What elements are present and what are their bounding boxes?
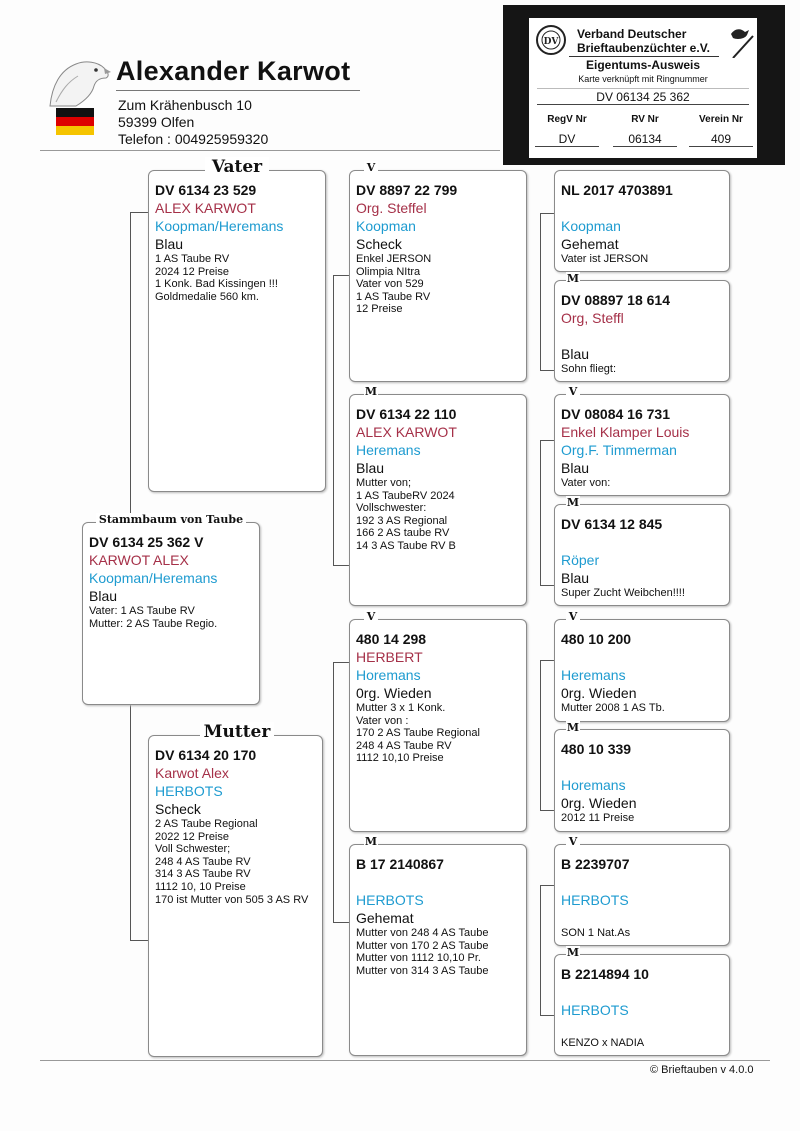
pigeon-color: Blau xyxy=(89,588,118,604)
strain: Koopman xyxy=(356,218,416,234)
empty-color-line xyxy=(561,909,724,927)
empty-name-line xyxy=(561,533,724,551)
connector-line xyxy=(333,565,349,566)
ownership-certificate xyxy=(503,5,785,165)
note: Vater von : xyxy=(356,714,409,727)
pigeon-card-mm xyxy=(349,844,527,1056)
owner-city: 59399 Olfen xyxy=(118,114,195,130)
note: 192 3 AS Regional xyxy=(356,514,448,527)
connector-line xyxy=(540,585,554,586)
note: KENZO x NADIA xyxy=(561,1037,645,1049)
pigeon-color: 0rg. Wieden xyxy=(356,685,432,701)
germany-flag-icon xyxy=(56,108,94,135)
ring-number: 480 14 298 xyxy=(356,631,427,647)
pigeon-color: Gehemat xyxy=(356,910,414,926)
note: Olimpia NItra xyxy=(356,265,421,278)
ring-number: DV 6134 12 845 xyxy=(561,516,663,532)
empty-name-line xyxy=(561,758,724,776)
connector-line xyxy=(540,440,554,441)
note: Mutter von 314 3 AS Taube xyxy=(356,964,489,977)
dam-marker: M xyxy=(566,272,580,285)
pigeon-card-fmf xyxy=(554,394,730,496)
vdb-logo-icon xyxy=(535,24,567,56)
note: 1 AS TaubeRV 2024 xyxy=(356,489,455,502)
empty-name-line xyxy=(561,873,724,891)
owner-phone: Telefon : 004925959320 xyxy=(118,131,269,147)
note: Vater von 529 xyxy=(356,278,424,291)
note: Enkel JERSON xyxy=(356,253,432,265)
note: Mutter 2008 1 AS Tb. xyxy=(561,702,665,714)
name-underline xyxy=(116,90,360,91)
ring-number: NL 2017 4703891 xyxy=(561,182,673,198)
connector-line xyxy=(130,212,149,213)
empty-name-line xyxy=(561,648,724,666)
dam-marker: M xyxy=(364,835,378,848)
note: 248 4 AS Taube RV xyxy=(155,855,251,868)
connector-line xyxy=(130,705,131,940)
pigeon-color: 0rg. Wieden xyxy=(561,795,637,811)
certificate-value-regv: DV xyxy=(535,132,599,147)
connector-line xyxy=(540,440,541,585)
father-label: Vater xyxy=(205,157,269,177)
pigeon-card-fff xyxy=(554,170,730,272)
connector-line xyxy=(540,885,541,1015)
connector-line xyxy=(333,275,349,276)
dam-marker: M xyxy=(566,721,580,734)
strain: HERBOTS xyxy=(561,892,629,908)
connector-line xyxy=(540,1015,554,1016)
sire-marker: V xyxy=(566,610,580,623)
pigeon-card-mmm xyxy=(554,954,730,1056)
note: 1112 10,10 Preise xyxy=(356,752,444,765)
pigeon-logo-icon xyxy=(46,56,112,108)
pigeon-color: Scheck xyxy=(155,801,201,817)
certificate-org-line1: Verband Deutscher xyxy=(577,27,687,41)
ring-number: 480 10 339 xyxy=(561,741,632,757)
empty-name-line xyxy=(561,199,724,217)
strain: HERBOTS xyxy=(356,892,424,908)
ring-number: DV 6134 23 529 xyxy=(155,182,257,198)
svg-text:DV: DV xyxy=(543,37,559,47)
note: Vater: 1 AS Taube RV xyxy=(89,605,195,617)
strain: Koopman/Heremans xyxy=(155,218,284,234)
note: 166 2 AS taube RV xyxy=(356,527,450,540)
pigeon-card-mfm xyxy=(554,729,730,832)
breeder-name: Karwot Alex xyxy=(155,765,229,781)
certificate-value-verein: 409 xyxy=(689,132,753,147)
connector-line xyxy=(130,212,131,520)
pigeon-card-mff xyxy=(554,619,730,722)
connector-line xyxy=(540,660,541,810)
connector-line xyxy=(540,370,554,371)
connector-line xyxy=(333,662,349,663)
certificate-value-rv: 06134 xyxy=(613,132,677,147)
certificate-divider xyxy=(569,56,719,57)
note: 12 Preise xyxy=(356,303,403,316)
certificate-rule xyxy=(537,88,749,89)
owner-name: Alexander Karwot xyxy=(116,56,351,86)
strain: Horemans xyxy=(561,777,626,793)
note: 14 3 AS Taube RV B xyxy=(356,539,456,552)
mother-label: Mutter xyxy=(200,722,274,742)
note: Super Zucht Weibchen!!!! xyxy=(561,587,685,599)
ring-number: DV 08084 16 731 xyxy=(561,406,670,422)
note: 248 4 AS Taube RV xyxy=(356,739,452,752)
note: 1 Konk. Bad Kissingen !!! xyxy=(155,278,278,291)
connector-line xyxy=(540,213,554,214)
note: Mutter von 248 4 AS Taube xyxy=(356,927,489,939)
pigeon-color: Blau xyxy=(561,460,590,476)
connector-line xyxy=(540,213,541,370)
note: Mutter von 1112 10,10 Pr. xyxy=(356,952,481,965)
pigeon-card-ffm xyxy=(554,280,730,382)
dam-marker: M xyxy=(364,385,378,398)
connector-line xyxy=(540,660,554,661)
note: Mutter von 170 2 AS Taube xyxy=(356,939,489,952)
certificate-header-rv: RV Nr xyxy=(631,114,659,125)
ring-number: B 17 2140867 xyxy=(356,856,444,872)
empty-name-line xyxy=(356,873,521,891)
pigeon-card-fm xyxy=(349,394,527,606)
header-divider xyxy=(40,150,500,151)
note: 2024 12 Preise xyxy=(155,265,229,278)
pigeon-color: Blau xyxy=(356,460,385,476)
note: Vollschwester: xyxy=(356,502,427,515)
footer-divider xyxy=(40,1060,770,1061)
note: 1 AS Taube RV xyxy=(155,253,230,265)
breeder-name: HERBERT xyxy=(356,649,423,665)
note: Vater von: xyxy=(561,477,611,489)
note: Goldmedalie 560 km. xyxy=(155,290,259,303)
ring-number: DV 08897 18 614 xyxy=(561,292,670,308)
connector-line xyxy=(540,885,554,886)
sire-marker: V xyxy=(566,385,580,398)
note: Mutter 3 x 1 Konk. xyxy=(356,702,446,714)
connector-line xyxy=(540,810,554,811)
ring-number: 480 10 200 xyxy=(561,631,632,647)
note: Mutter von; xyxy=(356,477,412,489)
pigeon-card-mf xyxy=(349,619,527,832)
pigeon-card-mother xyxy=(148,735,323,1057)
strain: Horemans xyxy=(356,667,421,683)
certificate-ring-number: DV 06134 25 362 xyxy=(537,90,749,105)
ring-number: DV 8897 22 799 xyxy=(356,182,458,198)
empty-name-line xyxy=(561,983,724,1001)
pigeon-card-fmm xyxy=(554,504,730,606)
sire-marker: V xyxy=(364,610,378,623)
note: 170 2 AS Taube Regional xyxy=(356,727,480,740)
certificate-header-verein: Verein Nr xyxy=(699,114,743,125)
empty-color-line xyxy=(561,1019,724,1037)
strain: HERBOTS xyxy=(155,783,223,799)
note: Sohn fliegt: xyxy=(561,363,617,375)
breeder-name: ALEX KARWOT xyxy=(356,424,457,440)
ring-number: B 2239707 xyxy=(561,856,630,872)
breeder-name: Org. Steffel xyxy=(356,200,427,216)
certificate-org-line2: Brieftaubenzüchter e.V. xyxy=(577,41,710,55)
pigeon-color: Blau xyxy=(561,346,590,362)
pigeon-color: Scheck xyxy=(356,236,402,252)
empty-strain-line xyxy=(561,327,724,345)
note: SON 1 Nat.As xyxy=(561,927,631,939)
footer-version: © Brieftauben v 4.0.0 xyxy=(650,1064,754,1076)
pigeon-color: Blau xyxy=(155,236,184,252)
connector-line xyxy=(333,275,334,565)
note: Vater ist JERSON xyxy=(561,253,649,265)
certificate-title: Eigentums-Ausweis xyxy=(585,58,701,72)
note: 1112 10, 10 Preise xyxy=(155,880,246,893)
certificate-subtitle: Karte verknüpft mit Ringnummer xyxy=(578,74,708,84)
certificate-card xyxy=(529,18,757,158)
dam-marker: M xyxy=(566,946,580,959)
ring-number: DV 6134 22 110 xyxy=(356,406,457,422)
root-label: Stammbaum von Taube xyxy=(96,513,246,526)
note: 2012 11 Preise xyxy=(561,812,635,824)
dam-marker: M xyxy=(566,496,580,509)
pigeon-card-ff xyxy=(349,170,527,382)
strain: Heremans xyxy=(356,442,421,458)
pigeon-color: Gehemat xyxy=(561,236,619,252)
breeder-name: Enkel Klamper Louis xyxy=(561,424,690,440)
ring-number: B 2214894 10 xyxy=(561,966,649,982)
note: Voll Schwester; xyxy=(155,843,231,856)
strain: Koopman/Heremans xyxy=(89,570,218,586)
connector-line xyxy=(333,922,349,923)
breeder-name: KARWOT ALEX xyxy=(89,552,189,568)
pigeon-color: Blau xyxy=(561,570,590,586)
pigeon-card-root xyxy=(82,522,260,705)
ring-number: DV 6134 25 362 V xyxy=(89,534,204,550)
breeder-name: ALEX KARWOT xyxy=(155,200,256,216)
sire-marker: V xyxy=(364,161,378,174)
connector-line xyxy=(333,662,334,922)
pigeon-card-father xyxy=(148,170,326,492)
pigeon-card-mmf xyxy=(554,844,730,946)
connector-line xyxy=(130,940,149,941)
note: 170 ist Mutter von 505 3 AS RV xyxy=(155,893,309,906)
strain: Org.F. Timmerman xyxy=(561,442,677,458)
owner-street: Zum Krähenbusch 10 xyxy=(118,97,252,113)
note: 2022 12 Preise xyxy=(155,830,229,843)
strain: Heremans xyxy=(561,667,626,683)
strain: Röper xyxy=(561,552,600,568)
sire-marker: V xyxy=(566,835,580,848)
note: 1 AS Taube RV xyxy=(356,290,431,303)
strain: HERBOTS xyxy=(561,1002,629,1018)
ring-number: DV 6134 20 170 xyxy=(155,747,257,763)
certificate-header-regv: RegV Nr xyxy=(547,114,587,125)
strain: Koopman xyxy=(561,218,621,234)
note: 2 AS Taube Regional xyxy=(155,818,258,830)
pigeon-color: 0rg. Wieden xyxy=(561,685,637,701)
breeder-name: Org, Steffl xyxy=(561,310,624,326)
note: Mutter: 2 AS Taube Regio. xyxy=(89,617,218,630)
note: 314 3 AS Taube RV xyxy=(155,868,251,881)
pigeon-pen-icon xyxy=(727,24,755,58)
